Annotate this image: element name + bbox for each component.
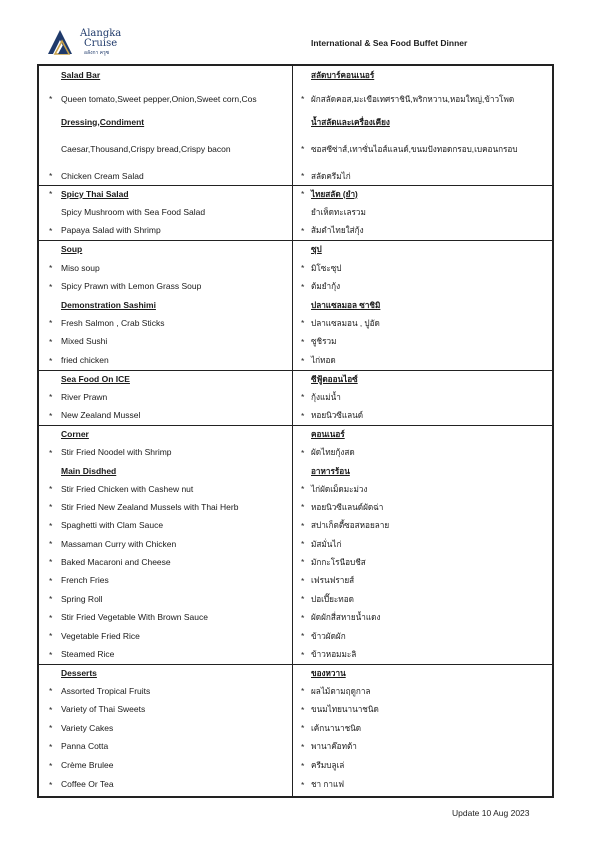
bullet-star: * — [301, 392, 305, 402]
logo-cruise: Cruise — [84, 38, 118, 49]
bullet-star: * — [301, 171, 305, 181]
menu-item — [39, 700, 552, 719]
menu-item — [39, 406, 552, 425]
bullet-star: * — [49, 686, 53, 696]
menu-item — [39, 388, 552, 406]
dish-name-th: มักกะโรนีอบชีส — [311, 557, 366, 567]
menu-section-heading — [39, 296, 552, 314]
section-heading-en: Soup — [61, 244, 83, 254]
menu-section-heading — [39, 425, 552, 443]
dish-name-en: Spaghetti with Clam Sauce — [61, 520, 164, 530]
bullet-star: * — [49, 779, 53, 790]
bullet-star: * — [301, 281, 305, 292]
menu-section-heading — [39, 370, 552, 388]
alangka-cruise-logo — [46, 28, 146, 60]
bullet-star: * — [301, 410, 305, 421]
menu-section-heading — [39, 185, 552, 203]
menu-table — [37, 64, 554, 798]
dish-name-en: Spicy Mushroom with Sea Food Salad — [61, 206, 206, 217]
section-heading-en: Sea Food On ICE — [61, 373, 130, 384]
dish-name-en: Assorted Tropical Fruits — [61, 685, 151, 696]
bullet-star: * — [301, 686, 305, 696]
dish-name-th: สลัดครีมไก่ — [311, 171, 351, 181]
bullet-star: * — [49, 225, 53, 236]
dish-name-th: ผักสลัดคอส,มะเขือเทศราชินี,พริกหวาน,หอมใหญ่,ข้าวโพด — [311, 94, 515, 104]
bullet-star: * — [49, 318, 53, 328]
dish-name-th: ข้าวหอมมะลิ — [311, 650, 357, 659]
menu-item — [39, 553, 552, 571]
bullet-star: * — [49, 557, 53, 567]
dish-name-en: River Prawn — [61, 391, 108, 402]
menu-item — [39, 480, 552, 498]
dish-name-th: เฟรนฟรายส์ — [311, 576, 355, 585]
dish-name-th: หอยนิวซีแลนด์ — [311, 411, 364, 420]
dish-name-th: ผัดไทยกุ้งสด — [311, 448, 355, 457]
bullet-star: * — [301, 225, 305, 236]
bullet-star: * — [49, 447, 53, 458]
menu-section-heading — [39, 664, 552, 682]
menu-section-heading — [39, 240, 552, 259]
section-heading-th: ปลาแซลมอล ซาชิมิ — [311, 300, 381, 310]
dish-name-en: New Zealand Mussel — [61, 410, 141, 420]
menu-section-heading — [39, 66, 552, 85]
dish-name-th: ขนมไทยนานาชนิด — [311, 705, 379, 714]
menu-item — [39, 131, 552, 167]
dish-name-th: ส้มตำไทยใส่กุ้ง — [311, 226, 364, 235]
section-heading-th: ของหวาน — [311, 668, 346, 678]
menu-item — [39, 571, 552, 590]
menu-section-heading — [39, 113, 552, 131]
menu-title: International & Sea Food Buffet Dinner — [311, 38, 468, 48]
section-heading-en: Desserts — [61, 667, 97, 678]
dish-name-th: เค้กนานาชนิด — [311, 723, 362, 733]
bullet-star: * — [49, 575, 53, 586]
bullet-star: * — [301, 723, 305, 733]
bullet-star: * — [301, 484, 305, 494]
section-heading-th: คอนเนอร์ — [311, 429, 345, 439]
menu-item — [39, 682, 552, 700]
bullet-star: * — [301, 263, 305, 273]
dish-name-en: Stir Fried Chicken with Cashew nut — [61, 483, 194, 494]
section-heading-en: Salad Bar — [61, 70, 101, 80]
dish-name-en: Chicken Cream Salad — [61, 170, 144, 181]
bullet-star: * — [301, 779, 305, 790]
dish-name-th: พานาค๊อทต้า — [311, 742, 357, 751]
bullet-star: * — [49, 189, 53, 199]
dish-name-th: ซูชิรวม — [311, 337, 337, 346]
bullet-star: * — [301, 594, 305, 604]
section-heading-th: น้ำสลัดและเครื่องเคียง — [311, 117, 390, 127]
section-heading-th: ซีฟู้ดออนไอซ์ — [311, 374, 358, 384]
menu-item — [39, 203, 552, 221]
bullet-star: * — [301, 336, 305, 347]
menu-item — [39, 627, 552, 645]
bullet-star: * — [49, 171, 53, 181]
logo-mark-icon — [46, 28, 78, 56]
bullet-star: * — [301, 760, 305, 771]
dish-name-th: สปาเก็ตตี้ซอสหอยลาย — [311, 521, 390, 530]
menu-item — [39, 756, 552, 775]
menu-item — [39, 351, 552, 370]
menu-item — [39, 516, 552, 535]
logo-name: Alangka — [80, 28, 122, 39]
dish-name-en: Caesar,Thousand,Crispy bread,Crispy bacon — [61, 143, 231, 154]
dish-name-th: ไก่ทอด — [311, 356, 336, 365]
bullet-star: * — [301, 741, 305, 752]
bullet-star: * — [301, 447, 305, 458]
dish-name-th: ยำเห็ดทะเลรวม — [311, 207, 366, 217]
dish-name-en: Variety Cakes — [61, 722, 114, 733]
logo-thai-name: อลังกา ครูซ — [84, 50, 110, 56]
dish-name-th: ปลาแซลมอน , ปูอัด — [311, 318, 380, 328]
dish-name-en: Vegetable Fried Rice — [61, 630, 140, 641]
bullet-star: * — [301, 612, 305, 623]
bullet-star: * — [301, 649, 305, 660]
dish-name-th: ผลไม้ตามฤดูกาล — [311, 686, 371, 696]
section-heading-en: Corner — [61, 428, 89, 439]
dish-name-en: Miso soup — [61, 262, 100, 273]
section-heading-en: Demonstration Sashimi — [61, 299, 156, 310]
bullet-star: * — [49, 594, 53, 604]
dish-name-en: French Fries — [61, 575, 109, 585]
update-date: Update 10 Aug 2023 — [452, 808, 530, 818]
menu-section-heading — [39, 462, 552, 480]
dish-name-th: ผัดผักสี่สหายน้ำแดง — [311, 613, 381, 622]
bullet-star: * — [301, 355, 305, 366]
dish-name-en: Massaman Curry with Chicken — [61, 538, 177, 549]
dish-name-en: Coffee Or Tea — [61, 779, 114, 789]
bullet-star: * — [49, 741, 53, 752]
dish-name-en: Papaya Salad with Shrimp — [61, 225, 161, 235]
bullet-star: * — [49, 484, 53, 494]
bullet-star: * — [301, 94, 305, 104]
bullet-star: * — [49, 263, 53, 273]
dish-name-en: Baked Macaroni and Cheese — [61, 556, 171, 567]
bullet-star: * — [301, 575, 305, 586]
menu-item — [39, 645, 552, 664]
dish-name-en: Stir Fried Vegetable With Brown Sauce — [61, 612, 208, 622]
menu-item — [39, 221, 552, 240]
menu-item — [39, 259, 552, 277]
dish-name-th: ต้มยำกุ้ง — [311, 282, 341, 291]
section-heading-th: ซุป — [311, 245, 322, 254]
dish-name-en: Steamed Rice — [61, 649, 115, 659]
dish-name-en: Panna Cotta — [61, 741, 109, 751]
page-header — [0, 0, 596, 60]
section-heading-th: ไทยสลัด (ยำ) — [311, 189, 358, 199]
dish-name-th: ซอสซีซ่าส์,เทาซั่นไอส์แลนด์,ขนมปังทอดกรอบ,เบคอนกรอบ — [311, 144, 518, 154]
bullet-star: * — [301, 520, 305, 531]
menu-item — [39, 277, 552, 296]
menu-item — [39, 332, 552, 351]
dish-name-th: ไก่ผัดเม็ดมะม่วง — [311, 484, 368, 494]
dish-name-th: มัสมั่นไก่ — [311, 539, 342, 549]
bullet-star: * — [301, 144, 305, 154]
dish-name-en: Crème Brulee — [61, 760, 114, 770]
dish-name-en: Queen tomato,Sweet pepper,Onion,Sweet corn,Cos — [61, 93, 257, 104]
menu-item — [39, 775, 552, 794]
menu-item — [39, 85, 552, 113]
bullet-star: * — [49, 649, 53, 660]
dish-name-th: มิโซะซุป — [311, 263, 342, 273]
bullet-star: * — [49, 631, 53, 641]
section-heading-en: Dressing,Condiment — [61, 116, 145, 127]
bullet-star: * — [301, 704, 305, 715]
dish-name-th: ปอเปี๊ยะทอด — [311, 594, 354, 604]
dish-name-en: Stir Fried New Zealand Mussels with Thai Herb — [61, 501, 239, 512]
bullet-star: * — [49, 355, 53, 366]
bullet-star: * — [49, 612, 53, 623]
bullet-star: * — [49, 281, 53, 292]
bullet-star: * — [49, 410, 53, 421]
bullet-star: * — [49, 94, 53, 104]
bullet-star: * — [301, 557, 305, 567]
menu-item — [39, 167, 552, 185]
bullet-star: * — [301, 539, 305, 549]
bullet-star: * — [301, 189, 305, 199]
section-heading-en: Main Disdhed — [61, 465, 117, 476]
bullet-star: * — [49, 520, 53, 531]
dish-name-th: หอยนิวซีแลนด์ผัดฉ่า — [311, 502, 384, 512]
dish-name-th: กุ้งแม่น้ำ — [311, 392, 341, 402]
menu-item — [39, 737, 552, 756]
dish-name-en: Variety of Thai Sweets — [61, 704, 146, 714]
bullet-star: * — [49, 336, 53, 347]
bullet-star: * — [49, 392, 53, 402]
menu-item — [39, 498, 552, 516]
bullet-star: * — [49, 723, 53, 733]
menu-item — [39, 535, 552, 553]
bullet-star: * — [49, 704, 53, 715]
dish-name-th: ชา กาแฟ — [311, 780, 345, 789]
section-heading-th: อาหารร้อน — [311, 466, 350, 476]
dish-name-en: Mixed Sushi — [61, 336, 108, 346]
section-heading-en: Spicy Thai Salad — [61, 188, 129, 199]
dish-name-en: Stir Fried Noodel with Shrimp — [61, 447, 172, 457]
menu-item — [39, 719, 552, 737]
bullet-star: * — [49, 760, 53, 771]
bullet-star: * — [301, 631, 305, 641]
menu-item — [39, 608, 552, 627]
dish-name-en: Spring Roll — [61, 593, 103, 604]
bullet-star: * — [301, 318, 305, 328]
bullet-star: * — [49, 502, 53, 512]
dish-name-th: ข้าวผัดผัก — [311, 631, 346, 641]
dish-name-en: fried chicken — [61, 355, 109, 365]
menu-item — [39, 314, 552, 332]
bullet-star: * — [49, 539, 53, 549]
menu-item — [39, 443, 552, 462]
dish-name-th: ครีมบลูเล่ — [311, 761, 345, 770]
dish-name-en: Spicy Prawn with Lemon Grass Soup — [61, 281, 202, 291]
menu-item — [39, 590, 552, 608]
bullet-star: * — [301, 502, 305, 512]
section-heading-th: สลัดบาร์คอนเนอร์ — [311, 71, 375, 80]
dish-name-en: Fresh Salmon , Crab Sticks — [61, 317, 165, 328]
